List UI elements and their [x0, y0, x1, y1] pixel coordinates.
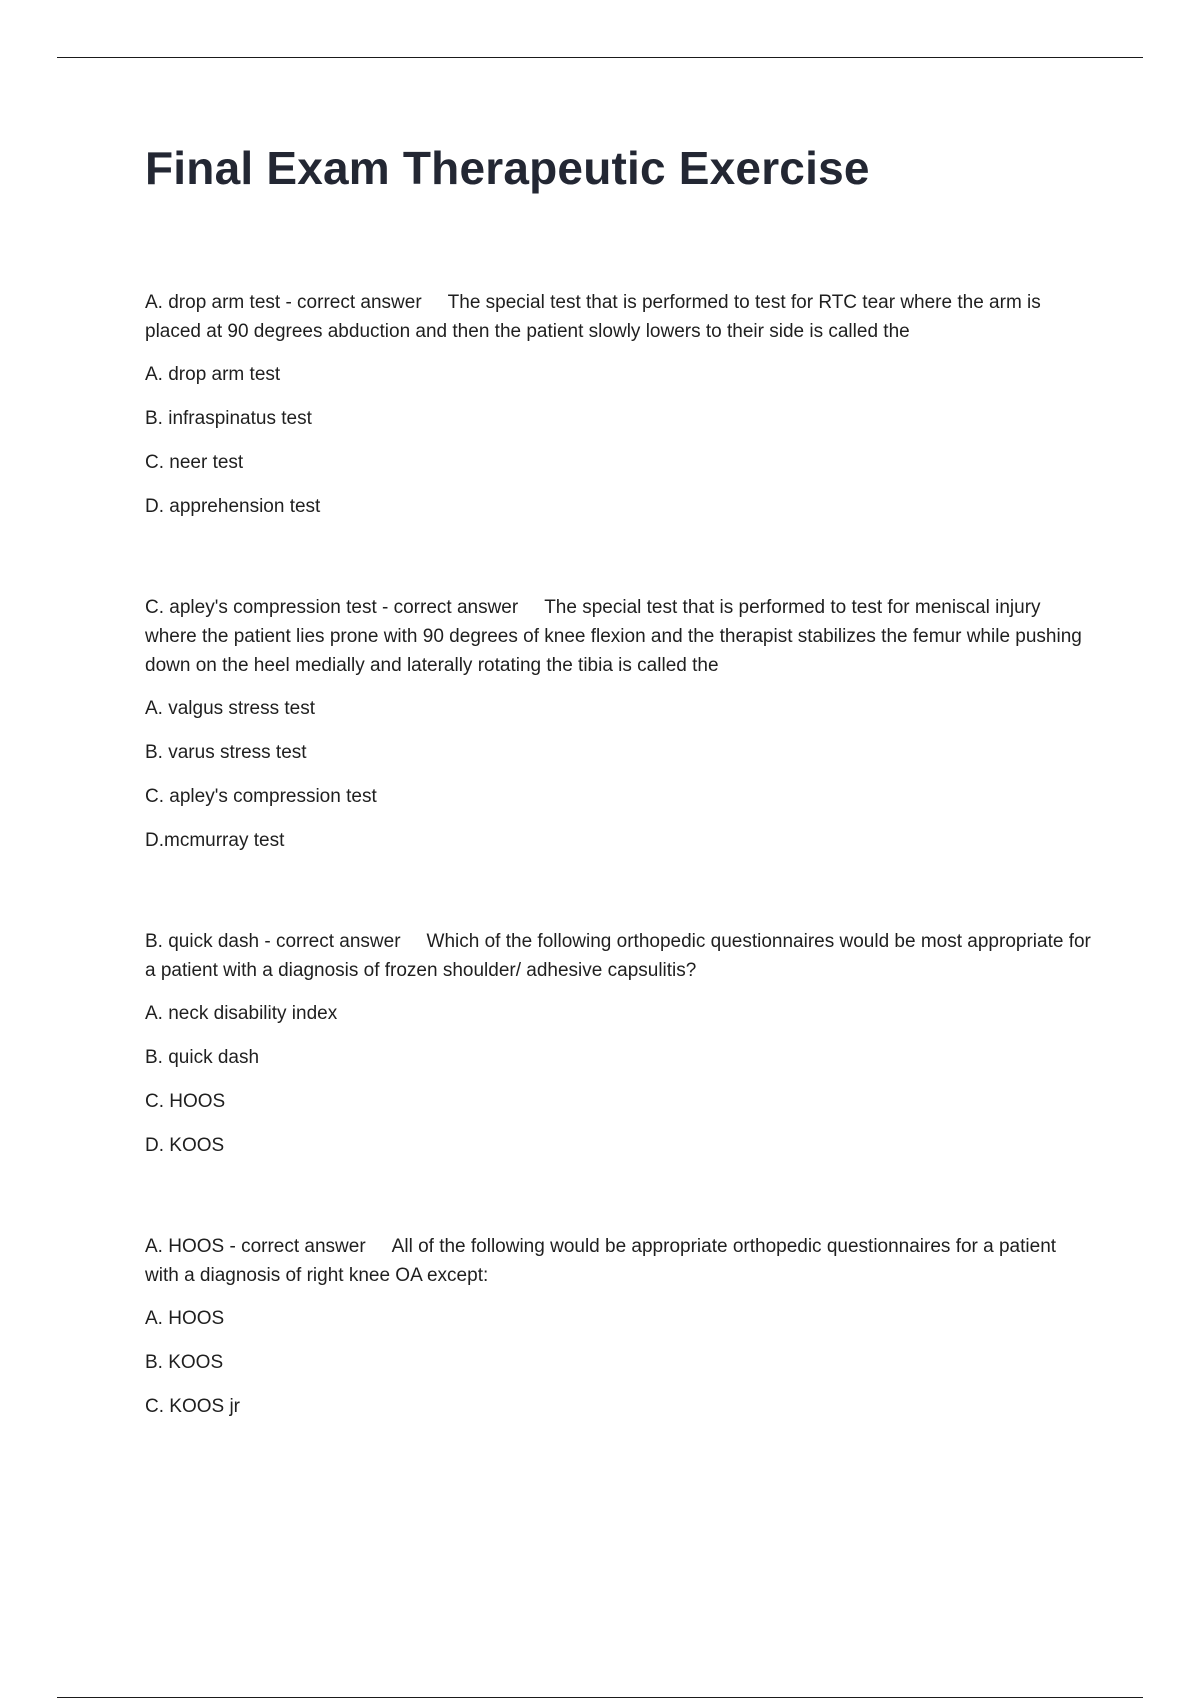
option-item: C. apley's compression test	[145, 786, 377, 807]
question-item	[145, 593, 1095, 855]
option-item: B. varus stress test	[145, 742, 307, 763]
option-item: A. neck disability index	[145, 1003, 338, 1024]
correct-answer-label: A. HOOS - correct answer	[145, 1236, 366, 1257]
correct-answer-label: B. quick dash - correct answer	[145, 931, 401, 952]
question-list	[145, 288, 1095, 1421]
option-item: C. KOOS jr	[145, 1396, 241, 1417]
option-item: A. drop arm test	[145, 364, 281, 385]
question-item	[145, 927, 1095, 1160]
correct-answer-label: C. apley's compression test - correct answer	[145, 597, 519, 618]
top-divider	[57, 57, 1143, 58]
question-item	[145, 288, 1095, 521]
question-prompt: Which of the following orthopedic questionnaires would be most appropriate for a patient with a diagnosis of frozen shoulder/ adhesive capsulitis?	[145, 931, 1091, 981]
option-item: C. neer test	[145, 452, 244, 473]
question-stem	[145, 593, 1095, 680]
option-item: B. quick dash	[145, 1047, 260, 1068]
option-item: D.mcmurray test	[145, 830, 285, 851]
option-list	[145, 360, 1095, 521]
question-prompt: All of the following would be appropriate orthopedic questionnaires for a patient with a diagnosis of right knee OA except:	[145, 1236, 1057, 1286]
option-item: D. apprehension test	[145, 496, 321, 517]
option-list	[145, 999, 1095, 1160]
option-item: B. infraspinatus test	[145, 408, 312, 429]
option-item: A. valgus stress test	[145, 698, 316, 719]
option-item: B. KOOS	[145, 1352, 224, 1373]
question-prompt: The special test that is performed to test for meniscal injury where the patient lies prone with 90 degrees of knee flexion and the therapist stabilizes the femur while pushing down on the heel medially and laterally rotating the tibia is called the	[145, 597, 1082, 676]
option-list	[145, 1304, 1095, 1421]
option-list	[145, 694, 1095, 855]
option-item: A. HOOS	[145, 1308, 225, 1329]
option-item: C. HOOS	[145, 1091, 226, 1112]
question-stem	[145, 288, 1095, 346]
option-item: D. KOOS	[145, 1135, 225, 1156]
question-prompt: The special test that is performed to test for RTC tear where the arm is placed at 90 degrees abduction and then the patient slowly lowers to their side is called the	[145, 292, 1041, 342]
question-stem	[145, 1232, 1095, 1290]
bottom-divider	[57, 1697, 1143, 1698]
document-body	[145, 140, 1095, 1493]
correct-answer-label: A. drop arm test - correct answer	[145, 292, 422, 313]
page-title: Final Exam Therapeutic Exercise	[145, 142, 870, 194]
question-stem	[145, 927, 1095, 985]
question-item	[145, 1232, 1095, 1421]
